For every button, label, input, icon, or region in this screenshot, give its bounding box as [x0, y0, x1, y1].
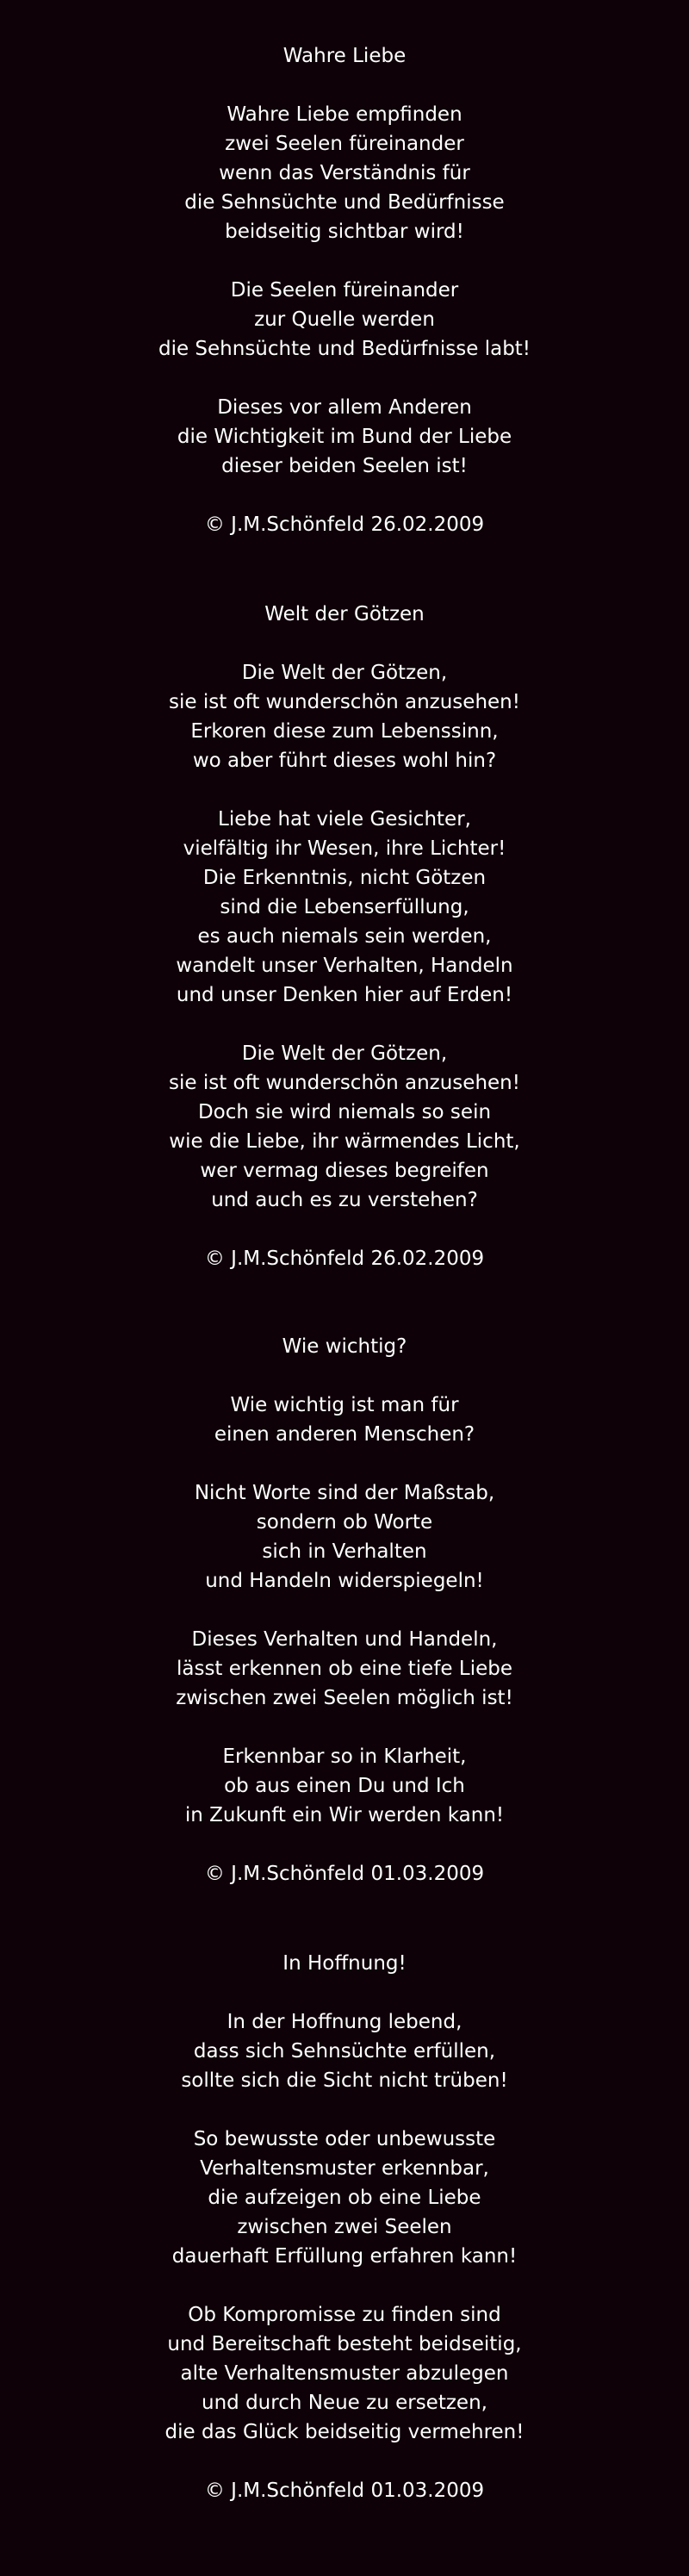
poem-line: In der Hoffnung lebend,	[227, 2011, 462, 2033]
poem	[0, 600, 689, 1273]
poem-title: In Hoffnung!	[282, 1952, 407, 1975]
poem-line: einen anderen Menschen?	[214, 1423, 475, 1446]
poem-line: die Sehnsüchte und Bedürfnisse	[184, 191, 505, 214]
poem-line: sollte sich die Sicht nicht trüben!	[181, 2069, 508, 2092]
stanza	[0, 1478, 689, 1596]
poem-line: sie ist oft wunderschön anzusehen!	[169, 691, 520, 713]
poem-line: sind die Lebenserfüllung,	[220, 896, 469, 918]
poem-line: Die Erkenntnis, nicht Götzen	[202, 867, 487, 889]
copyright-notice: © J.M.Schönfeld 01.03.2009	[204, 2480, 485, 2502]
poem-line: zwischen zwei Seelen möglich ist!	[176, 1687, 513, 1709]
stanza	[0, 805, 689, 1010]
poem-line: zwischen zwei Seelen	[237, 2216, 452, 2238]
stanza	[0, 100, 689, 246]
poem-line: die aufzeigen ob eine Liebe	[208, 2187, 481, 2209]
poem-line: Wahre Liebe empfinden	[227, 103, 462, 126]
poem-line: wandelt unser Verhalten, Handeln	[176, 955, 513, 977]
poem-line: sie ist oft wunderschön anzusehen!	[169, 1072, 520, 1094]
copyright-notice: © J.M.Schönfeld 26.02.2009	[204, 1248, 485, 1270]
poem-line: lässt erkennen ob eine tiefe Liebe	[176, 1658, 512, 1680]
poem-line: Liebe hat viele Gesichter,	[218, 808, 471, 831]
poem	[0, 1332, 689, 1888]
poem-line: Dieses Verhalten und Handeln,	[191, 1628, 498, 1651]
stanza	[0, 276, 689, 364]
poem-line: sondern ob Worte	[256, 1511, 433, 1534]
poem-line: ob aus einen Du und Ich	[224, 1775, 465, 1797]
poem	[0, 1949, 689, 2505]
stanza	[0, 658, 689, 775]
stanza	[0, 2007, 689, 2095]
poem-line: dauerhaft Erfüllung erfahren kann!	[171, 2245, 518, 2268]
poem-line: wenn das Verständnis für	[219, 162, 470, 184]
poem-line: So bewusste oder unbewusste	[193, 2128, 496, 2150]
poem-line: Wie wichtig ist man für	[230, 1394, 459, 1416]
copyright-notice: © J.M.Schönfeld 01.03.2009	[204, 1863, 485, 1885]
stanza	[0, 1625, 689, 1713]
poem-line: und Handeln widerspiegeln!	[205, 1570, 484, 1592]
poem-line: und Bereitschaft besteht beidseitig,	[167, 2333, 522, 2355]
poem	[0, 41, 689, 539]
poem-line: Erkennbar so in Klarheit,	[222, 1745, 467, 1768]
stanza	[0, 1039, 689, 1215]
poem-line: Die Seelen füreinander	[230, 279, 459, 302]
poem-line: dass sich Sehnsüchte erfüllen,	[193, 2040, 496, 2063]
poem-line: Verhaltensmuster erkennbar,	[200, 2157, 489, 2180]
stanza	[0, 393, 689, 481]
poem-line: Die Welt der Götzen,	[241, 1042, 448, 1065]
poem-line: Doch sie wird niemals so sein	[197, 1101, 492, 1123]
poem-line: sich in Verhalten	[262, 1540, 427, 1563]
poem-line: es auch niemals sein werden,	[197, 925, 492, 948]
poem-line: zwei Seelen füreinander	[225, 133, 464, 155]
poem-line: und auch es zu verstehen?	[211, 1189, 478, 1211]
poem-line: Ob Kompromisse zu finden sind	[188, 2304, 501, 2326]
poem-line: die Sehnsüchte und Bedürfnisse labt!	[158, 338, 531, 360]
poem-line: zur Quelle werden	[254, 308, 435, 331]
poem-line: Nicht Worte sind der Maßstab,	[194, 1482, 495, 1504]
poem-line: wer vermag dieses begreifen	[200, 1160, 489, 1182]
poem-title: Wie wichtig?	[282, 1335, 407, 1358]
stanza	[0, 1391, 689, 1449]
stanza	[0, 2125, 689, 2271]
poem-line: und durch Neue zu ersetzen,	[202, 2392, 487, 2414]
poem-line: Die Welt der Götzen,	[241, 662, 448, 684]
stanza	[0, 1742, 689, 1830]
poem-line: beidseitig sichtbar wird!	[225, 221, 464, 243]
poem-title: Wahre Liebe	[282, 45, 407, 67]
poem-line: und unser Denken hier auf Erden!	[176, 984, 513, 1006]
poem-line: Erkoren diese zum Lebenssinn,	[190, 720, 499, 743]
poem-line: die das Glück beidseitig vermehren!	[164, 2421, 525, 2443]
poem-line: wo aber führt dieses wohl hin?	[192, 750, 497, 772]
poem-line: dieser beiden Seelen ist!	[221, 455, 468, 477]
poem-title: Welt der Götzen	[264, 603, 425, 625]
poem-line: die Wichtigkeit im Bund der Liebe	[177, 426, 512, 448]
copyright-notice: © J.M.Schönfeld 26.02.2009	[204, 513, 485, 536]
poem-line: Dieses vor allem Anderen	[217, 396, 472, 419]
stanza	[0, 2300, 689, 2447]
poem-line: alte Verhaltensmuster abzulegen	[180, 2362, 509, 2385]
poem-line: in Zukunft ein Wir werden kann!	[184, 1804, 505, 1826]
poem-line: wie die Liebe, ihr wärmendes Licht,	[169, 1130, 520, 1153]
poem-line: vielfältig ihr Wesen, ihre Lichter!	[183, 837, 506, 860]
